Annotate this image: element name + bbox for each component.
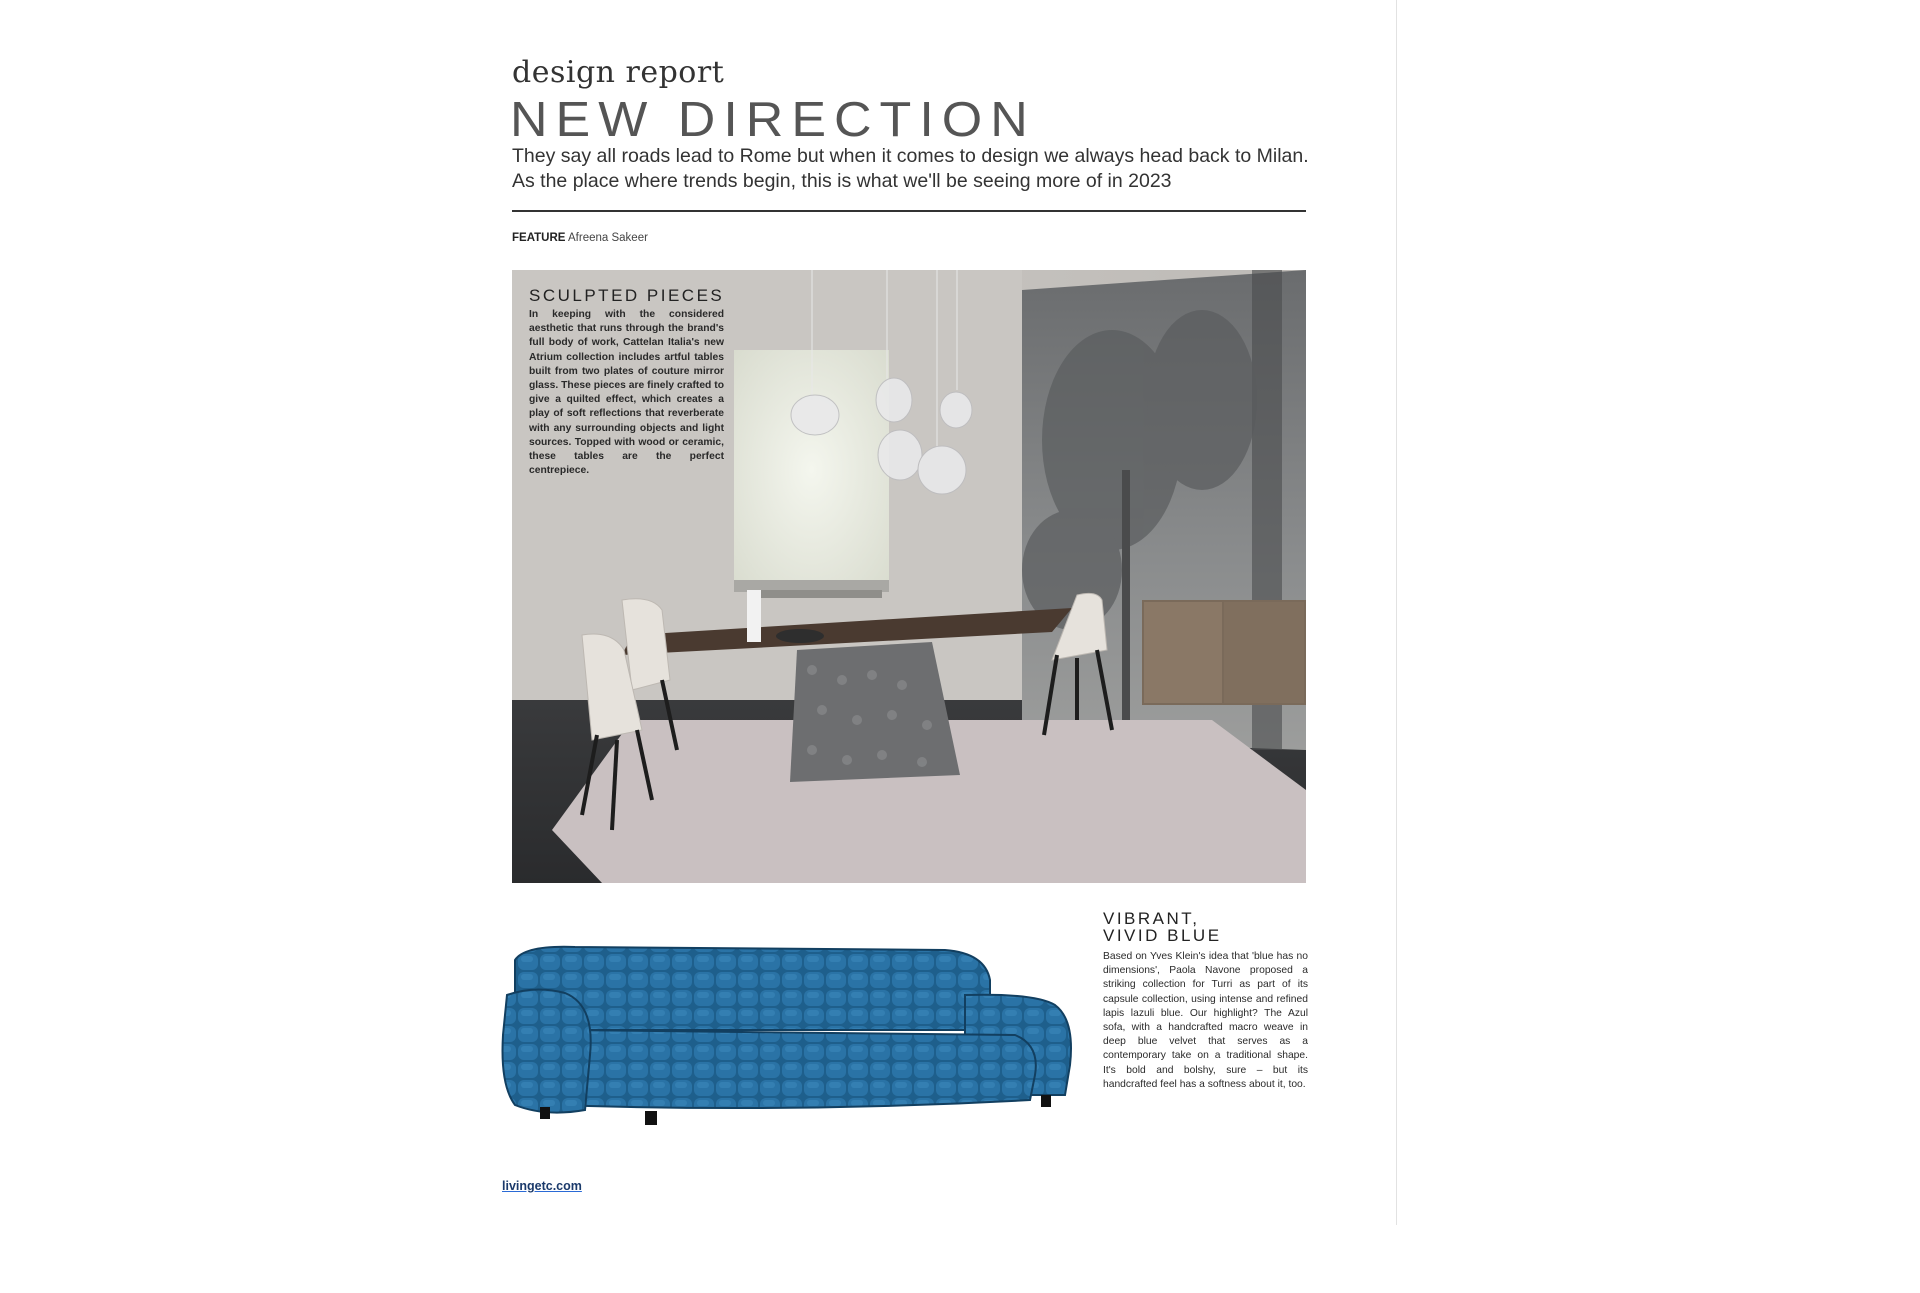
page-headline: NEW DIRECTION bbox=[510, 92, 1036, 148]
vivid-blue-title bbox=[1103, 910, 1222, 944]
byline bbox=[512, 232, 648, 244]
footer-website-link[interactable]: livingetc.com bbox=[502, 1179, 582, 1193]
blue-sofa-photo bbox=[495, 935, 1095, 1135]
sculpted-pieces-body: In keeping with the considered aesthetic that runs through the brand's full body of work, Cattelan Italia's new Atrium collection includes artful tables built from two plates of couture mirror glass. These pieces are finely crafted to give a quilted effect, which creates a play of soft reflections that reverberate with any surrounding objects and light sources. Topped with wood or ceramic, these tables are the perfect centrepiece. bbox=[529, 309, 724, 477]
section-kicker: design report bbox=[512, 55, 725, 90]
dining-room-photo bbox=[512, 270, 1306, 883]
blue-sofa-illustration bbox=[495, 935, 1095, 1135]
header-rule bbox=[512, 210, 1306, 212]
vivid-blue-title-line1: VIBRANT, bbox=[1103, 909, 1200, 928]
byline-label: FEATURE bbox=[512, 232, 566, 244]
vivid-blue-title-line2: VIVID BLUE bbox=[1103, 926, 1222, 945]
sculpted-pieces-title: SCULPTED PIECES bbox=[529, 286, 725, 305]
page-divider bbox=[1396, 0, 1397, 1225]
standfirst-text: They say all roads lead to Rome but when it comes to design we always head back to Milan. As the place where trends begin, this is what we'll be seeing more of in 2023 bbox=[512, 145, 1309, 192]
byline-author: Afreena Sakeer bbox=[568, 232, 648, 244]
vivid-blue-body: Based on Yves Klein's idea that 'blue has no dimensions', Paola Navone proposed a striking collection for Turri as part of its capsule collection, using intense and refined lapis lazuli blue. Our highlight? The Azul sofa, with a handcrafted macro weave in deep blue velvet that serves as a contemporary take on a traditional shape. It's bold and bolshy, sure – but its handcrafted feel has a softness about it, too. bbox=[1103, 951, 1308, 1090]
